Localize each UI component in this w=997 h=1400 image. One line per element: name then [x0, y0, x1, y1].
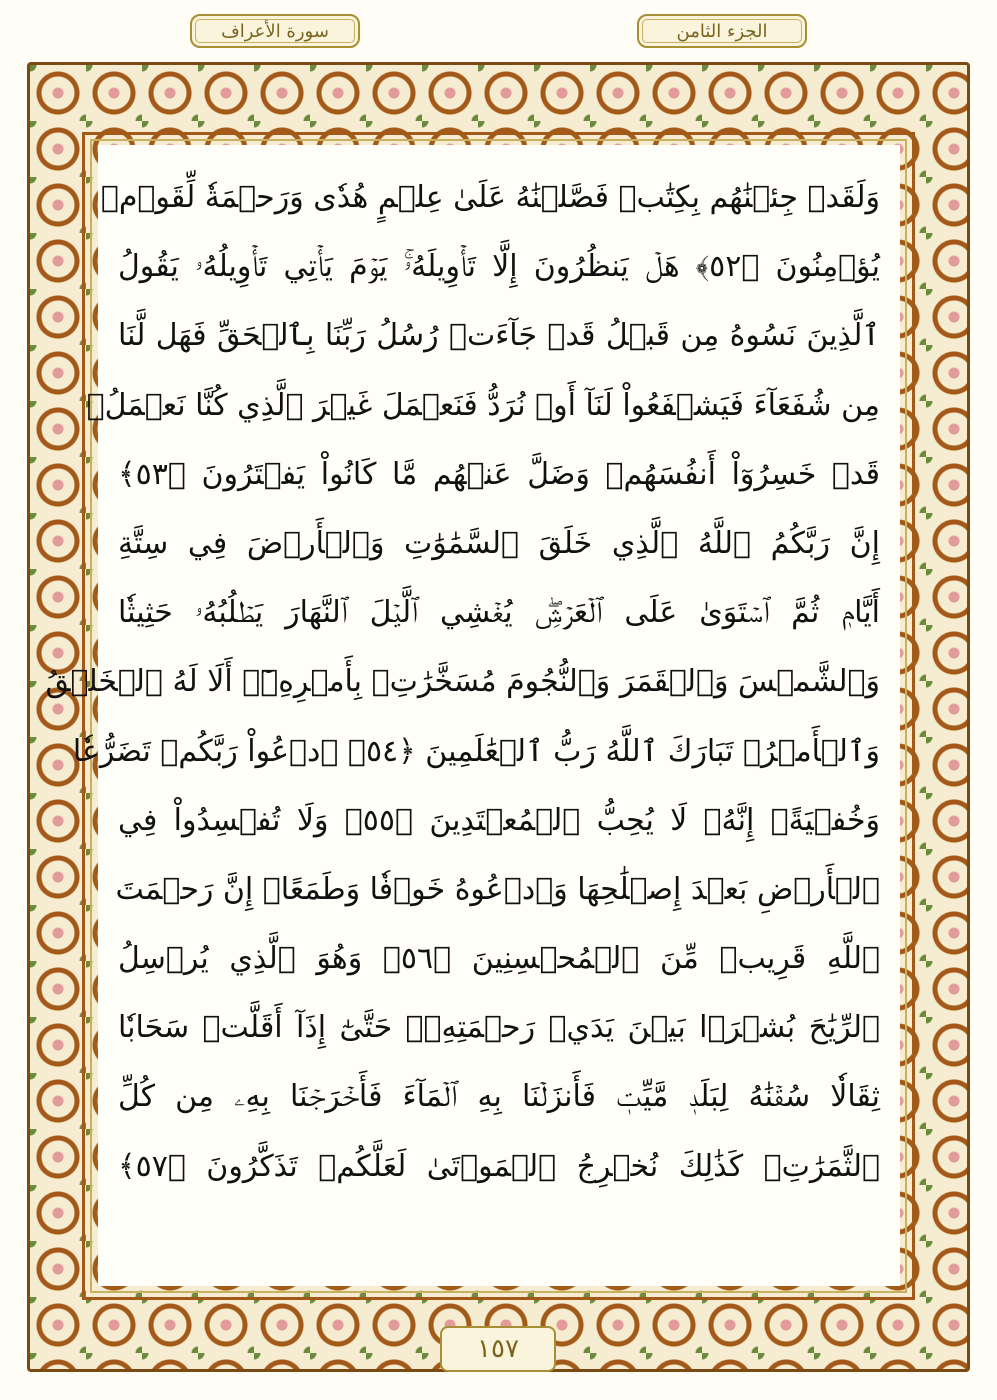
verse-line: ٱلرِّيَٰحَ بُشۡرَۢا بَيۡنَ يَدَيۡ رَحۡمَتِهِۦۖ حَتَّىٰٓ إِذَآ أَقَلَّتۡ سَحَابٗا [118, 1010, 880, 1046]
surah-label: سورة الأعراف [190, 14, 360, 48]
verse-line: وَٱلۡأَمۡرُۗ تَبَارَكَ ٱللَّهُ رَبُّ ٱلۡعَٰلَمِينَ ﴿٥٤﴾ ٱدۡعُواْ رَبَّكُمۡ تَضَرُّعٗا [72, 733, 880, 769]
verse-line: ٱلۡأَرۡضِ بَعۡدَ إِصۡلَٰحِهَا وَٱدۡعُوهُ خَوۡفٗا وَطَمَعًاۚ إِنَّ رَحۡمَتَ [115, 871, 880, 907]
verse-line: ٱلثَّمَرَٰتِۚ كَذَٰلِكَ نُخۡرِجُ ٱلۡمَوۡتَىٰ لَعَلَّكُمۡ تَذَكَّرُونَ ﴿٥٧﴾ [118, 1148, 880, 1184]
verse-line: وَخُفۡيَةًۚ إِنَّهُۥ لَا يُحِبُّ ٱلۡمُعۡتَدِينَ ﴿٥٥﴾ وَلَا تُفۡسِدُواْ فِي [118, 802, 880, 838]
text-panel [45, 145, 900, 1286]
verse-line: ثِقَالٗا سُقۡنَٰهُ لِبَلَدٖ مَّيِّتٖ فَأَنزَلۡنَا بِهِ ٱلۡمَآءَ فَأَخۡرَجۡنَا بِهِۦ مِن كُلِّ [118, 1079, 880, 1115]
verse-line: ٱلَّذِينَ نَسُوهُ مِن قَبۡلُ قَدۡ جَآءَتۡ رُسُلُ رَبِّنَا بِٱلۡحَقِّ فَهَل لَّنَا [118, 318, 880, 354]
juz-label: الجزء الثامن [637, 14, 807, 48]
verse-line: وَٱلشَّمۡسَ وَٱلۡقَمَرَ وَٱلنُّجُومَ مُسَخَّرَٰتِۭ بِأَمۡرِهِۦٓۗ أَلَا لَهُ ٱلۡخَلۡقُ [45, 664, 880, 700]
verse-line: مِن شُفَعَآءَ فَيَشۡفَعُواْ لَنَآ أَوۡ نُرَدُّ فَنَعۡمَلَ غَيۡرَ ٱلَّذِي كُنَّا نَعۡمَلُۚ [86, 387, 880, 423]
verses-block [45, 163, 880, 1201]
verse-line: يُؤۡمِنُونَ ﴿٥٢﴾ هَلۡ يَنظُرُونَ إِلَّا تَأۡوِيلَهُۥۚ يَوۡمَ يَأۡتِي تَأۡوِيلُهُۥ يَقُولُ [118, 249, 880, 285]
verse-line: إِنَّ رَبَّكُمُ ٱللَّهُ ٱلَّذِي خَلَقَ ٱلسَّمَٰوَٰتِ وَٱلۡأَرۡضَ فِي سِتَّةِ [118, 525, 880, 561]
page-number: ١٥٧ [440, 1326, 556, 1372]
verse-line: أَيَّامٖ ثُمَّ ٱسۡتَوَىٰ عَلَى ٱلۡعَرۡشِۖ يُغۡشِي ٱلَّيۡلَ ٱلنَّهَارَ يَطۡلُبُهُۥ حَثِيثٗا [118, 595, 880, 631]
verse-line: ٱللَّهِ قَرِيبٞ مِّنَ ٱلۡمُحۡسِنِينَ ﴿٥٦﴾ وَهُوَ ٱلَّذِي يُرۡسِلُ [118, 941, 880, 977]
verse-line: قَدۡ خَسِرُوٓاْ أَنفُسَهُمۡ وَضَلَّ عَنۡهُم مَّا كَانُواْ يَفۡتَرُونَ ﴿٥٣﴾ [118, 456, 880, 492]
verse-line: وَلَقَدۡ جِئۡنَٰهُم بِكِتَٰبٖ فَصَّلۡنَٰهُ عَلَىٰ عِلۡمٍ هُدٗى وَرَحۡمَةٗ لِّقَوۡمٖ [100, 180, 880, 215]
